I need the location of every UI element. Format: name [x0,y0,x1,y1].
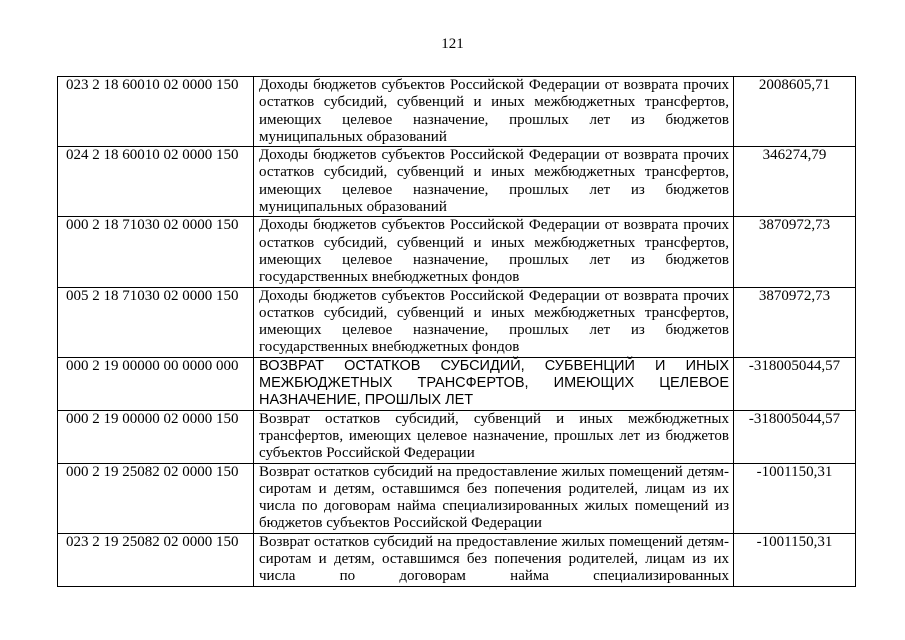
code-cell: 023 2 18 60010 02 0000 150 [58,77,254,147]
code-cell: 000 2 19 00000 02 0000 150 [58,410,254,463]
description-cell: Возврат остатков субсидий на предоставление жилых помещений детям-сиротам и детям, оставшимся без попечения родителей, лицам из их числа по договорам найма специализированных [254,533,734,586]
table-row [58,77,856,147]
amount-cell: 3870972,73 [734,217,856,287]
amount-cell: -1001150,31 [734,463,856,533]
table-row [58,533,856,586]
table-row [58,410,856,463]
table-row [58,357,856,410]
code-cell: 000 2 18 71030 02 0000 150 [58,217,254,287]
table-row [58,463,856,533]
budget-table [57,76,856,587]
amount-cell: -318005044,57 [734,410,856,463]
description-cell: Доходы бюджетов субъектов Российской Федерации от возврата прочих остатков субсидий, субвенций и иных межбюджетных трансфертов, имеющих целевое назначение, прошлых лет из бюджетов государственных внебюджетных фондов [254,217,734,287]
amount-cell: 2008605,71 [734,77,856,147]
description-cell: Доходы бюджетов субъектов Российской Федерации от возврата прочих остатков субсидий, субвенций и иных межбюджетных трансфертов, имеющих целевое назначение, прошлых лет из бюджетов муниципальных образований [254,147,734,217]
table-row [58,217,856,287]
code-cell: 024 2 18 60010 02 0000 150 [58,147,254,217]
description-cell: Возврат остатков субсидий на предоставление жилых помещений детям-сиротам и детям, оставшимся без попечения родителей, лицам из их числа по договорам найма специализированных жилых помещений из бюджетов субъектов Российской Федерации [254,463,734,533]
amount-cell: -318005044,57 [734,357,856,410]
description-cell: ВОЗВРАТ ОСТАТКОВ СУБСИДИЙ, СУБВЕНЦИЙ И ИНЫХ МЕЖБЮДЖЕТНЫХ ТРАНСФЕРТОВ, ИМЕЮЩИХ ЦЕЛЕВОЕ НАЗНАЧЕНИЕ, ПРОШЛЫХ ЛЕТ [254,357,734,410]
table-row [58,147,856,217]
code-cell: 023 2 19 25082 02 0000 150 [58,533,254,586]
amount-cell: -1001150,31 [734,533,856,586]
page-number: 121 [441,36,464,52]
amount-cell: 3870972,73 [734,287,856,357]
table-row [58,287,856,357]
description-cell: Доходы бюджетов субъектов Российской Федерации от возврата прочих остатков субсидий, субвенций и иных межбюджетных трансфертов, имеющих целевое назначение, прошлых лет из бюджетов муниципальных образований [254,77,734,147]
amount-cell: 346274,79 [734,147,856,217]
description-cell: Доходы бюджетов субъектов Российской Федерации от возврата прочих остатков субсидий, субвенций и иных межбюджетных трансфертов, имеющих целевое назначение, прошлых лет из бюджетов государственных внебюджетных фондов [254,287,734,357]
code-cell: 000 2 19 25082 02 0000 150 [58,463,254,533]
code-cell: 005 2 18 71030 02 0000 150 [58,287,254,357]
code-cell: 000 2 19 00000 00 0000 000 [58,357,254,410]
description-cell: Возврат остатков субсидий, субвенций и иных межбюджетных трансфертов, имеющих целевое назначение, прошлых лет из бюджетов субъектов Российской Федерации [254,410,734,463]
